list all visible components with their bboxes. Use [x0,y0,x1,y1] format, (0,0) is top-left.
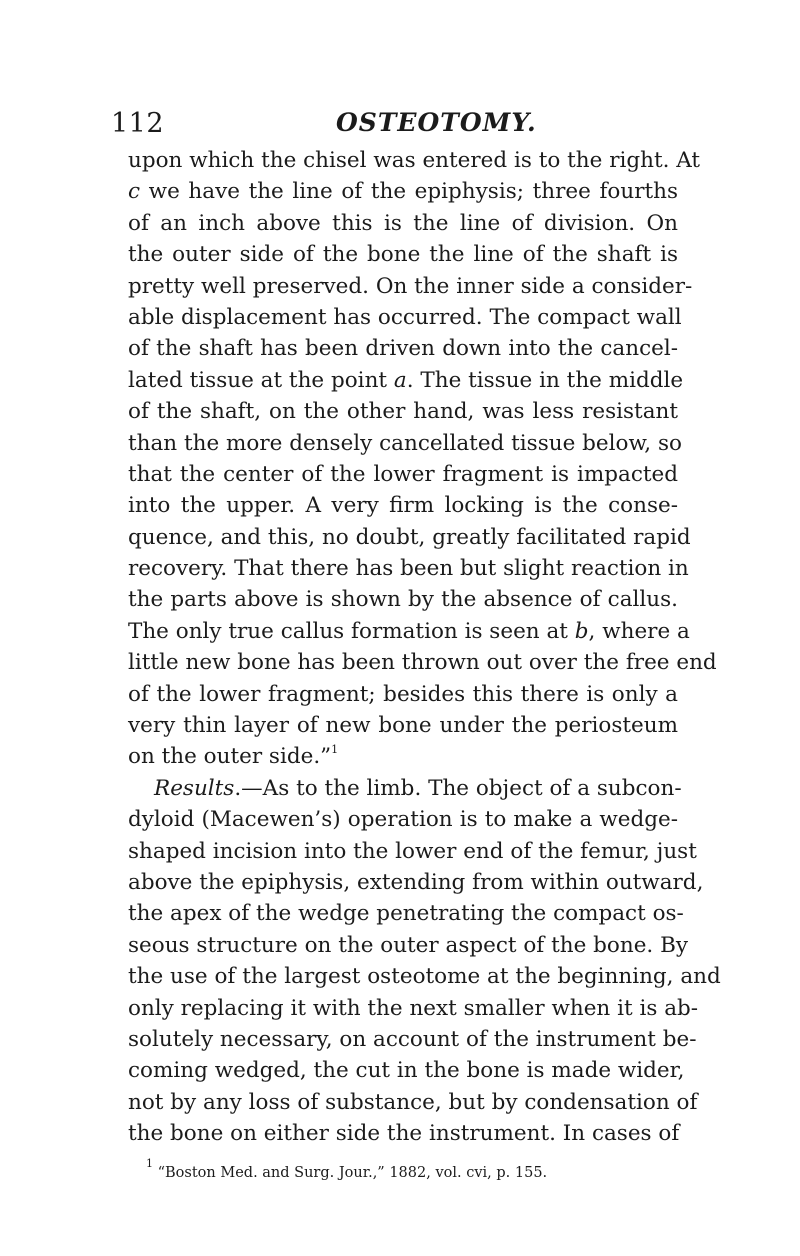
text-line: of the shaft, on the other hand, was less resistant [128,399,678,425]
text-line: the use of the largest osteotome at the beginning, and [128,964,721,990]
text-line: above the epiphysis, extending from within outward, [128,869,704,895]
text-line: that the center of the lower fragment is impacted [128,461,678,487]
text-line: not by any loss of substance, but by condensation of [128,1089,698,1115]
text-fragment: lated tissue at the point [128,367,394,393]
text-line: little new bone has been thrown out over the free end [128,650,717,676]
text-line: dyloid (Macewen’s) operation is to make a wedge- [128,807,678,833]
text-line: shaped incision into the lower end of the femur, just [128,838,697,864]
text-line: of the shaft has been driven down into the cancel- [128,336,678,362]
text-line: the bone on either side the instrument. In cases of [128,1121,680,1147]
text-fragment: .—As to the limb. The object of a subcon- [234,775,682,801]
footnote-text: “Boston Med. and Surg. Jour.,” 1882, vol. cvi, p. 155. [153,1165,548,1181]
text-line: into the upper. A very firm locking is the conse- [128,493,678,519]
text-line: upon which the chisel was entered is to the right. At [128,148,701,173]
text-line [128,365,684,396]
text-line: the outer side of the bone the line of the shaft is [128,242,678,268]
text-line [128,773,682,804]
text-fragment: , where a [588,618,690,644]
section-heading-results: Results [154,775,235,801]
running-head: OSTEOTOMY. [336,108,537,137]
text-fragment: The only true callus formation is seen at [128,618,575,644]
body-text [128,145,721,1150]
text-fragment: on the outer side.” [128,744,332,770]
text-line: pretty well preserved. On the inner side a consider- [128,273,693,299]
text-fragment: we have the line of the epiphysis; three fourths [140,179,678,205]
text-line: solutely necessary, on account of the instrument be- [128,1026,697,1052]
text-fragment: . The tissue in the middle [406,367,684,393]
text-line: of an inch above this is the line of division. On [128,210,678,236]
text-line: the apex of the wedge penetrating the compact os- [128,901,684,927]
text-line: quence, and this, no doubt, greatly facilitated rapid [128,524,691,550]
figure-ref-c: c [128,179,141,205]
footnote-ref: 1 [331,743,339,757]
text-line: only replacing it with the next smaller when it is ab- [128,995,699,1021]
text-line: the parts above is shown by the absence of callus. [128,587,678,613]
text-line: recovery. That there has been but slight reaction in [128,556,689,582]
text-line: coming wedged, the cut in the bone is made wider, [128,1058,685,1084]
text-line: very thin layer of new bone under the periosteum [128,713,678,739]
text-line: than the more densely cancellated tissue below, so [128,430,682,456]
text-line: able displacement has occurred. The compact wall [128,304,682,330]
page-number: 112 [111,108,165,139]
figure-ref-a: a [393,367,407,393]
text-line [128,741,678,772]
text-line: seous structure on the outer aspect of the bone. By [128,932,689,958]
figure-ref-b: b [574,618,589,644]
text-line [128,176,678,207]
text-line [128,616,690,647]
footnote-marker: 1 [146,1157,153,1170]
text-line: of the lower fragment; besides this there is only a [128,681,678,707]
footnote [146,1157,548,1181]
